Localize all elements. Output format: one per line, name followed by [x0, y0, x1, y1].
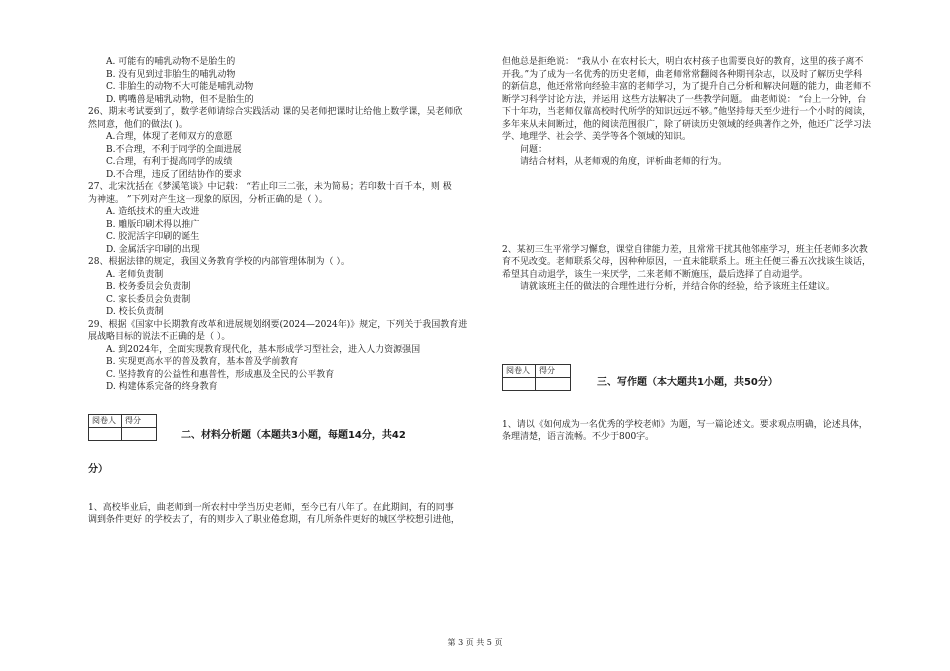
score-cell [536, 377, 571, 390]
section2-header [88, 414, 480, 443]
q25-option-b: B. 没有见到过非胎生的哺乳动物 [106, 69, 236, 80]
score-label: 得分 [122, 414, 157, 427]
q27-option-b: B. 雕版印刷术得以推广 [106, 219, 200, 230]
q28-option-b: B. 校务委员会负责制 [106, 282, 191, 292]
material1-line1: 1、高校毕业后，曲老师到一所农村中学当历史老师，至今已有八年了。在此期间，有的同事 [88, 502, 454, 513]
question-28 [88, 256, 480, 319]
score-label: 得分 [536, 364, 571, 377]
score-box [88, 414, 157, 441]
q26-option-a: A.合理，体现了老师双方的意愿 [106, 132, 233, 142]
left-column [88, 56, 480, 527]
q25-option-d: D. 鸭嘴兽是哺乳动物，但不是胎生的 [106, 94, 254, 105]
q28-option-a: A. 老师负责制 [106, 269, 164, 280]
material-2 [502, 244, 894, 294]
section2-title: 二、材料分析题（本题共3小题，每题14分，共42 [181, 429, 406, 441]
q26-option-d: D.不合理，违反了团结协作的要求 [106, 169, 242, 180]
material1-cont-line7: 学、地理学、社会学、美学等各个领域的知识。 [502, 132, 692, 142]
q28-stem-line1: 28、根据法律的规定，我国义务教育学校的内部管理体制为（ ）。 [88, 257, 350, 267]
q26-option-c: C.合理，有利于提高同学的成绩 [106, 157, 233, 167]
q25-option-c: C. 非胎生的动物不大可能是哺乳动物 [106, 82, 254, 92]
q27-option-a: A. 造纸技术的重大改进 [106, 207, 200, 217]
q25-options [88, 56, 480, 106]
question-26 [88, 106, 480, 181]
section2-title-continuation: 分） [88, 464, 108, 475]
grader-label: 阅卷人 [503, 364, 536, 377]
grader-label: 阅卷人 [89, 414, 122, 427]
material1-cont-line1: 但他总是拒绝说： “我从小 在农村长大，明白农村孩子也需要良好的教育，这里的孩子离不 [502, 57, 864, 67]
right-column [502, 56, 894, 444]
writing-question [502, 419, 894, 444]
grader-cell [503, 377, 536, 390]
q28-option-c: C. 家长委员会负责制 [106, 294, 191, 305]
question-29 [88, 319, 480, 394]
section3-title: 三、写作题（本大题共1小题，共50分） [597, 376, 778, 388]
material1-question: 请结合材料，从老师观的角度，评析曲老师的行为。 [520, 157, 728, 167]
q29-option-b: B. 实现更高水平的普及教育，基本普及学前教育 [106, 357, 299, 367]
q27-stem-line1: 27、北宋沈括在《梦溪笔谈》中记载： “若止印三二张，未为简易；若印数十百千本，则 极 [88, 182, 452, 192]
material1-cont-line4: 断学习科学讨论方法，并运用 这些方法解决了一些教学问题。 曲老师说： “台上一分钟，台 [502, 94, 867, 105]
writing-line1: 1、请以《如何成为一名优秀的学校老师》为题，写一篇论述文。要求观点明确，论述具体， [502, 419, 868, 430]
page-footer: 第 3 页 共 5 页 [447, 638, 503, 647]
q26-stem-line1: 26、期末考试要到了，数学老师请综合实践活动 课的吴老师把课时让给他上数学课，吴老师欣 [88, 107, 463, 117]
material-1-start [88, 502, 480, 527]
q29-stem-line1: 29、根据《国家中长期教育改革和进展规划纲要(2024—2024年)》规定，下列关于我国教育进 [88, 319, 468, 330]
material1-cont-line6: 多年来从未间断过，他的阅读范围很广，除了研读历史领域的经典著作之外，他还广泛学习法 [502, 119, 872, 130]
q26-stem-line2: 然同意，他们的做法( )。 [88, 119, 188, 130]
q29-option-c: C. 坚持教育的公益性和惠普性，形成惠及全民的公平教育 [106, 369, 335, 380]
material2-line3: 希望其自动退学，该生一来厌学，二来老师不断施压，最后选择了自动退学。 [502, 269, 809, 280]
writing-line2: 条理清楚，语言流畅。不少于800字。 [502, 432, 655, 442]
q27-option-c: C. 胶泥活字印刷的诞生 [106, 232, 200, 242]
q28-option-d: D. 校长负责制 [106, 307, 164, 317]
section3-header [502, 364, 894, 391]
score-box [502, 364, 571, 391]
material2-question: 请就该班主任的做法的合理性进行分析，并结合你的经验，给予该班主任建议。 [520, 282, 836, 292]
material2-line1: 2、某初三生平常学习懈怠，课堂自律能力差，且常常干扰其他邻座学习，班主任老师多次教 [502, 244, 868, 255]
material1-cont-line5: 下十年功，当老师仅靠高校时代所学的知识远远不够。”他坚持每天至少进行一个小时的阅读， [502, 107, 872, 117]
q25-option-a: A. 可能有的哺乳动物不是胎生的 [106, 57, 236, 67]
q27-stem-line2: 为神速。 ”下列对产生这一现象的原因，分析正确的是（ ）。 [88, 194, 328, 205]
material1-line2: 调到条件更好 的学校去了，有的则步入了职业倦怠期，有几所条件更好的城区学校想引进他， [88, 515, 460, 525]
q29-option-a: A. 到2024年，全面实现教育现代化，基本形成学习型社会，进入人力资源强国 [106, 344, 421, 355]
material1-cont-line3: 的新信息，他还常常向经验丰富的老师学习，为了提升自己分析和解决问题的能力，曲老师不 [502, 82, 872, 92]
q29-option-d: D. 构建体系完备的终身教育 [106, 382, 218, 392]
grader-cell [89, 427, 122, 440]
q26-option-b: B.不合理，不利于同学的全面进展 [106, 144, 242, 155]
material1-question-label: 问题： [520, 144, 548, 155]
material1-cont-line2: 开我。”为了成为一名优秀的历史老师，曲老师常常翻阅各种期刊杂志，以及时了解历史学科 [502, 69, 863, 80]
material2-line2: 育不见改变。老师联系父母，因种种原因，一直未能联系上。班主任便三番五次找该生谈话， [502, 257, 872, 267]
question-27 [88, 181, 480, 256]
score-cell [122, 427, 157, 440]
material-1-continued [502, 56, 894, 169]
q29-stem-line2: 展战略目标的说法不正确的是（ ）。 [88, 332, 231, 342]
q27-option-d: D. 金属活字印刷的出现 [106, 244, 200, 255]
